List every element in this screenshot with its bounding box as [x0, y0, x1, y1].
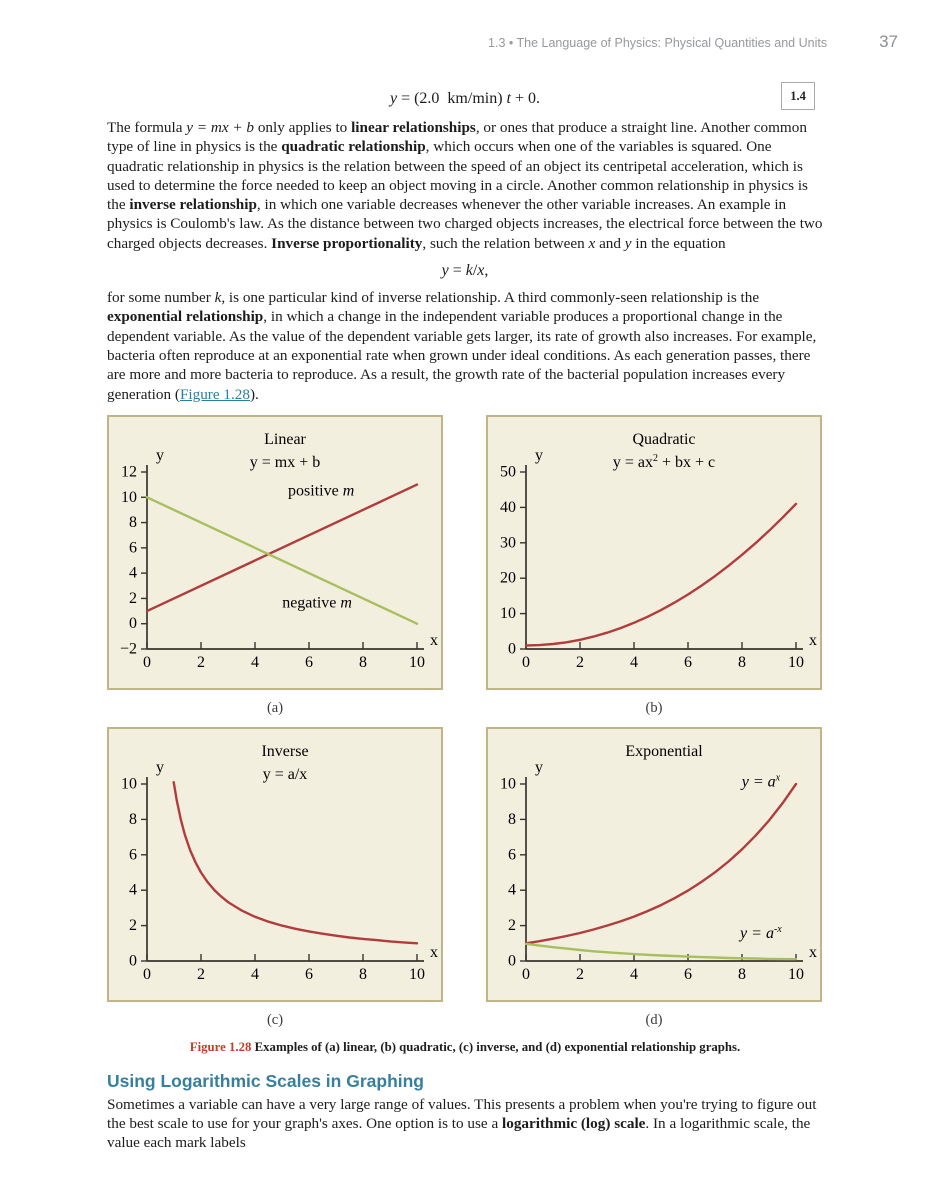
panel-label-d: (d): [645, 1011, 663, 1028]
chart-linear: [107, 415, 443, 690]
svg-text:4: 4: [129, 564, 137, 582]
svg-text:4: 4: [251, 965, 259, 983]
svg-text:10: 10: [409, 965, 425, 983]
panel-label-a: (a): [266, 699, 284, 716]
panel-label-b: (b): [645, 699, 663, 716]
chart-cell-exponential: [486, 727, 822, 1030]
chart-exponential: [486, 727, 822, 1002]
svg-text:4: 4: [129, 881, 137, 899]
svg-text:0: 0: [129, 615, 137, 633]
text-segment: , is one particular kind of inverse relationship. A third commonly-seen relationship is the: [221, 289, 760, 307]
text-segment: /: [472, 262, 478, 280]
svg-text:Quadratic: Quadratic: [632, 430, 696, 448]
equation-2-row: [107, 262, 823, 280]
svg-text:8: 8: [508, 810, 516, 828]
svg-text:y: y: [156, 446, 164, 464]
text-segment: , in which one variable decreases whenever the other variable increases. An example in physics is Coulomb's law. As the distance between two charged objects increases, the electrical force between the two charged objects decreases.: [107, 196, 823, 252]
svg-text:x: x: [809, 943, 817, 961]
svg-text:8: 8: [738, 965, 746, 983]
svg-text:x: x: [809, 631, 817, 649]
text-segment: , or ones that produce a straight line. Another common type of line in physics is the: [107, 119, 807, 156]
figure-caption: [107, 1039, 823, 1055]
text-segment: , such the relation between: [422, 234, 589, 252]
section-heading-log-scales: Using Logarithmic Scales in Graphing: [107, 1070, 424, 1091]
paragraph-exponential: [107, 288, 823, 404]
svg-text:0: 0: [508, 640, 516, 658]
svg-text:6: 6: [684, 653, 692, 671]
svg-text:10: 10: [121, 775, 137, 793]
svg-text:8: 8: [129, 513, 137, 531]
chart-cell-inverse: [107, 727, 443, 1030]
text-segment: quadratic relationship: [281, 138, 426, 156]
svg-text:0: 0: [129, 952, 137, 970]
svg-text:10: 10: [788, 965, 804, 983]
svg-text:y = mx + b: y = mx + b: [249, 453, 321, 471]
svg-text:y: y: [535, 446, 543, 464]
text-segment: + 0.: [511, 90, 541, 107]
svg-text:6: 6: [508, 846, 516, 864]
text-segment: , in which a change in the independent variable produces a proportional change in the dependent variable. As the value of the dependent variable gets larger, its rate of growth also increases. For example, bacteria often reproduce at an exponential rate when grown under ideal conditions. As each generation passes, there are more and more bacteria to reproduce. As a result, the growth rate of the bacterial population increases every generation (: [107, 308, 817, 403]
text-segment: logarithmic (log) scale: [502, 1115, 646, 1133]
svg-text:2: 2: [129, 589, 137, 607]
text-segment: and: [595, 234, 625, 252]
equation-2: [442, 262, 489, 279]
svg-text:4: 4: [508, 881, 516, 899]
paragraph-linear-quadratic-inverse: [107, 118, 823, 253]
svg-text:Exponential: Exponential: [625, 742, 703, 760]
text-segment: ,: [484, 262, 489, 280]
svg-text:4: 4: [630, 965, 638, 983]
svg-text:2: 2: [508, 916, 516, 934]
text-segment: inverse relationship: [129, 196, 257, 214]
chart-cell-linear: [107, 415, 443, 718]
panel-label-c: (c): [266, 1011, 284, 1028]
svg-text:8: 8: [359, 653, 367, 671]
text-segment: Figure 1.28: [189, 1039, 252, 1054]
svg-text:negative m: negative m: [282, 594, 352, 612]
svg-text:y = ax: $y = a^x$: [741, 772, 781, 791]
text-segment: k: [214, 289, 222, 307]
svg-text:Linear: Linear: [264, 430, 306, 448]
svg-text:4: 4: [630, 653, 638, 671]
chart-row-bottom: [107, 727, 823, 1030]
svg-text:0: 0: [522, 965, 530, 983]
svg-text:10: 10: [500, 604, 516, 622]
text-segment: =: [448, 262, 466, 280]
svg-text:0: 0: [143, 965, 151, 983]
svg-text:x: x: [430, 943, 438, 961]
text-segment: Sometimes a variable can have a very large range of values. This presents a problem when you're trying to figure out the best scale to use for your graph's axes. One option is to use a: [107, 1095, 817, 1133]
paragraph-log-scales: [107, 1095, 823, 1153]
figure-1-28: [107, 415, 823, 1055]
chart-cell-quadratic: [486, 415, 822, 718]
svg-text:30: 30: [500, 534, 516, 552]
svg-text:6: 6: [129, 539, 137, 557]
text-segment: k: [465, 262, 473, 280]
svg-text:6: 6: [305, 653, 313, 671]
svg-text:6: 6: [684, 965, 692, 983]
svg-text:y: y: [156, 758, 164, 776]
equation-1-row: [107, 84, 823, 114]
page-content: [107, 0, 823, 1153]
svg-text:50: 50: [500, 463, 516, 481]
svg-text:12: 12: [121, 463, 137, 481]
svg-text:2: 2: [576, 653, 584, 671]
svg-text:2: 2: [129, 916, 137, 934]
text-segment: x: [477, 262, 485, 280]
svg-text:−2: −2: [119, 640, 137, 658]
text-segment: t: [506, 90, 511, 107]
running-head-title: 1.3 • The Language of Physics: Physical Quantities and Units: [488, 36, 828, 50]
text-segment: Inverse proportionality: [271, 234, 423, 252]
svg-text:x: x: [430, 631, 438, 649]
text-segment: = (2.0 km/min): [397, 90, 507, 107]
svg-text:y = a-x: $y = a^{-x}$: [740, 923, 782, 942]
text-segment: y = mx + b: [186, 119, 255, 136]
figure-1-28-link[interactable]: Figure 1.28: [179, 385, 250, 403]
svg-text:Inverse: Inverse: [261, 742, 309, 760]
text-segment: ).: [249, 385, 259, 403]
svg-text:40: 40: [500, 498, 516, 516]
svg-text:4: 4: [251, 653, 259, 671]
svg-text:10: 10: [788, 653, 804, 671]
text-segment: y: [389, 90, 398, 107]
chart-inverse: [107, 727, 443, 1002]
svg-text:8: 8: [359, 965, 367, 983]
svg-text:2: 2: [576, 965, 584, 983]
svg-text:y = a/x: y = a/x: [262, 765, 308, 783]
chart-quadratic: [486, 415, 822, 690]
text-segment: y: [624, 234, 632, 252]
text-segment: linear relationships: [351, 119, 476, 136]
page-number: 37: [879, 32, 898, 51]
text-segment: x: [588, 234, 596, 252]
text-segment: for some number: [107, 289, 215, 307]
text-segment: in the equation: [631, 234, 726, 252]
text-segment: . In a logarithmic scale, the value each mark labels: [107, 1115, 811, 1152]
svg-text:10: 10: [500, 775, 516, 793]
svg-text:positive m: positive m: [288, 482, 355, 500]
svg-text:20: 20: [500, 569, 516, 587]
svg-text:6: 6: [305, 965, 313, 983]
text-segment: only applies to: [254, 119, 352, 136]
svg-text:8: 8: [738, 653, 746, 671]
chart-row-top: [107, 415, 823, 718]
svg-text:0: 0: [508, 952, 516, 970]
svg-text:10: 10: [409, 653, 425, 671]
text-segment: y: [441, 262, 449, 280]
svg-text:0: 0: [143, 653, 151, 671]
svg-text:2: 2: [197, 965, 205, 983]
text-segment: exponential relationship: [107, 308, 264, 326]
svg-text:0: 0: [522, 653, 530, 671]
svg-text:y = ax2 + bx + c: $y = ax^2$ + bx + c: [612, 452, 716, 471]
svg-text:2: 2: [197, 653, 205, 671]
svg-text:6: 6: [129, 846, 137, 864]
equation-1: [390, 90, 540, 107]
equation-number-badge: 1.4: [781, 82, 815, 110]
svg-text:10: 10: [121, 488, 137, 506]
text-segment: , which occurs when one of the variables is squared. One quadratic relationship in physics is the relation between the speed of an object its centripetal acceleration, which is used to determine the force needed to keep an object moving in a circle. Another common relationship in physics is the: [107, 138, 808, 214]
text-segment: The formula: [107, 119, 187, 136]
svg-text:8: 8: [129, 810, 137, 828]
text-segment: Examples of (a) linear, (b) quadratic, (c) inverse, and (d) exponential relationship graphs.: [251, 1039, 741, 1054]
svg-text:y: y: [535, 758, 543, 776]
